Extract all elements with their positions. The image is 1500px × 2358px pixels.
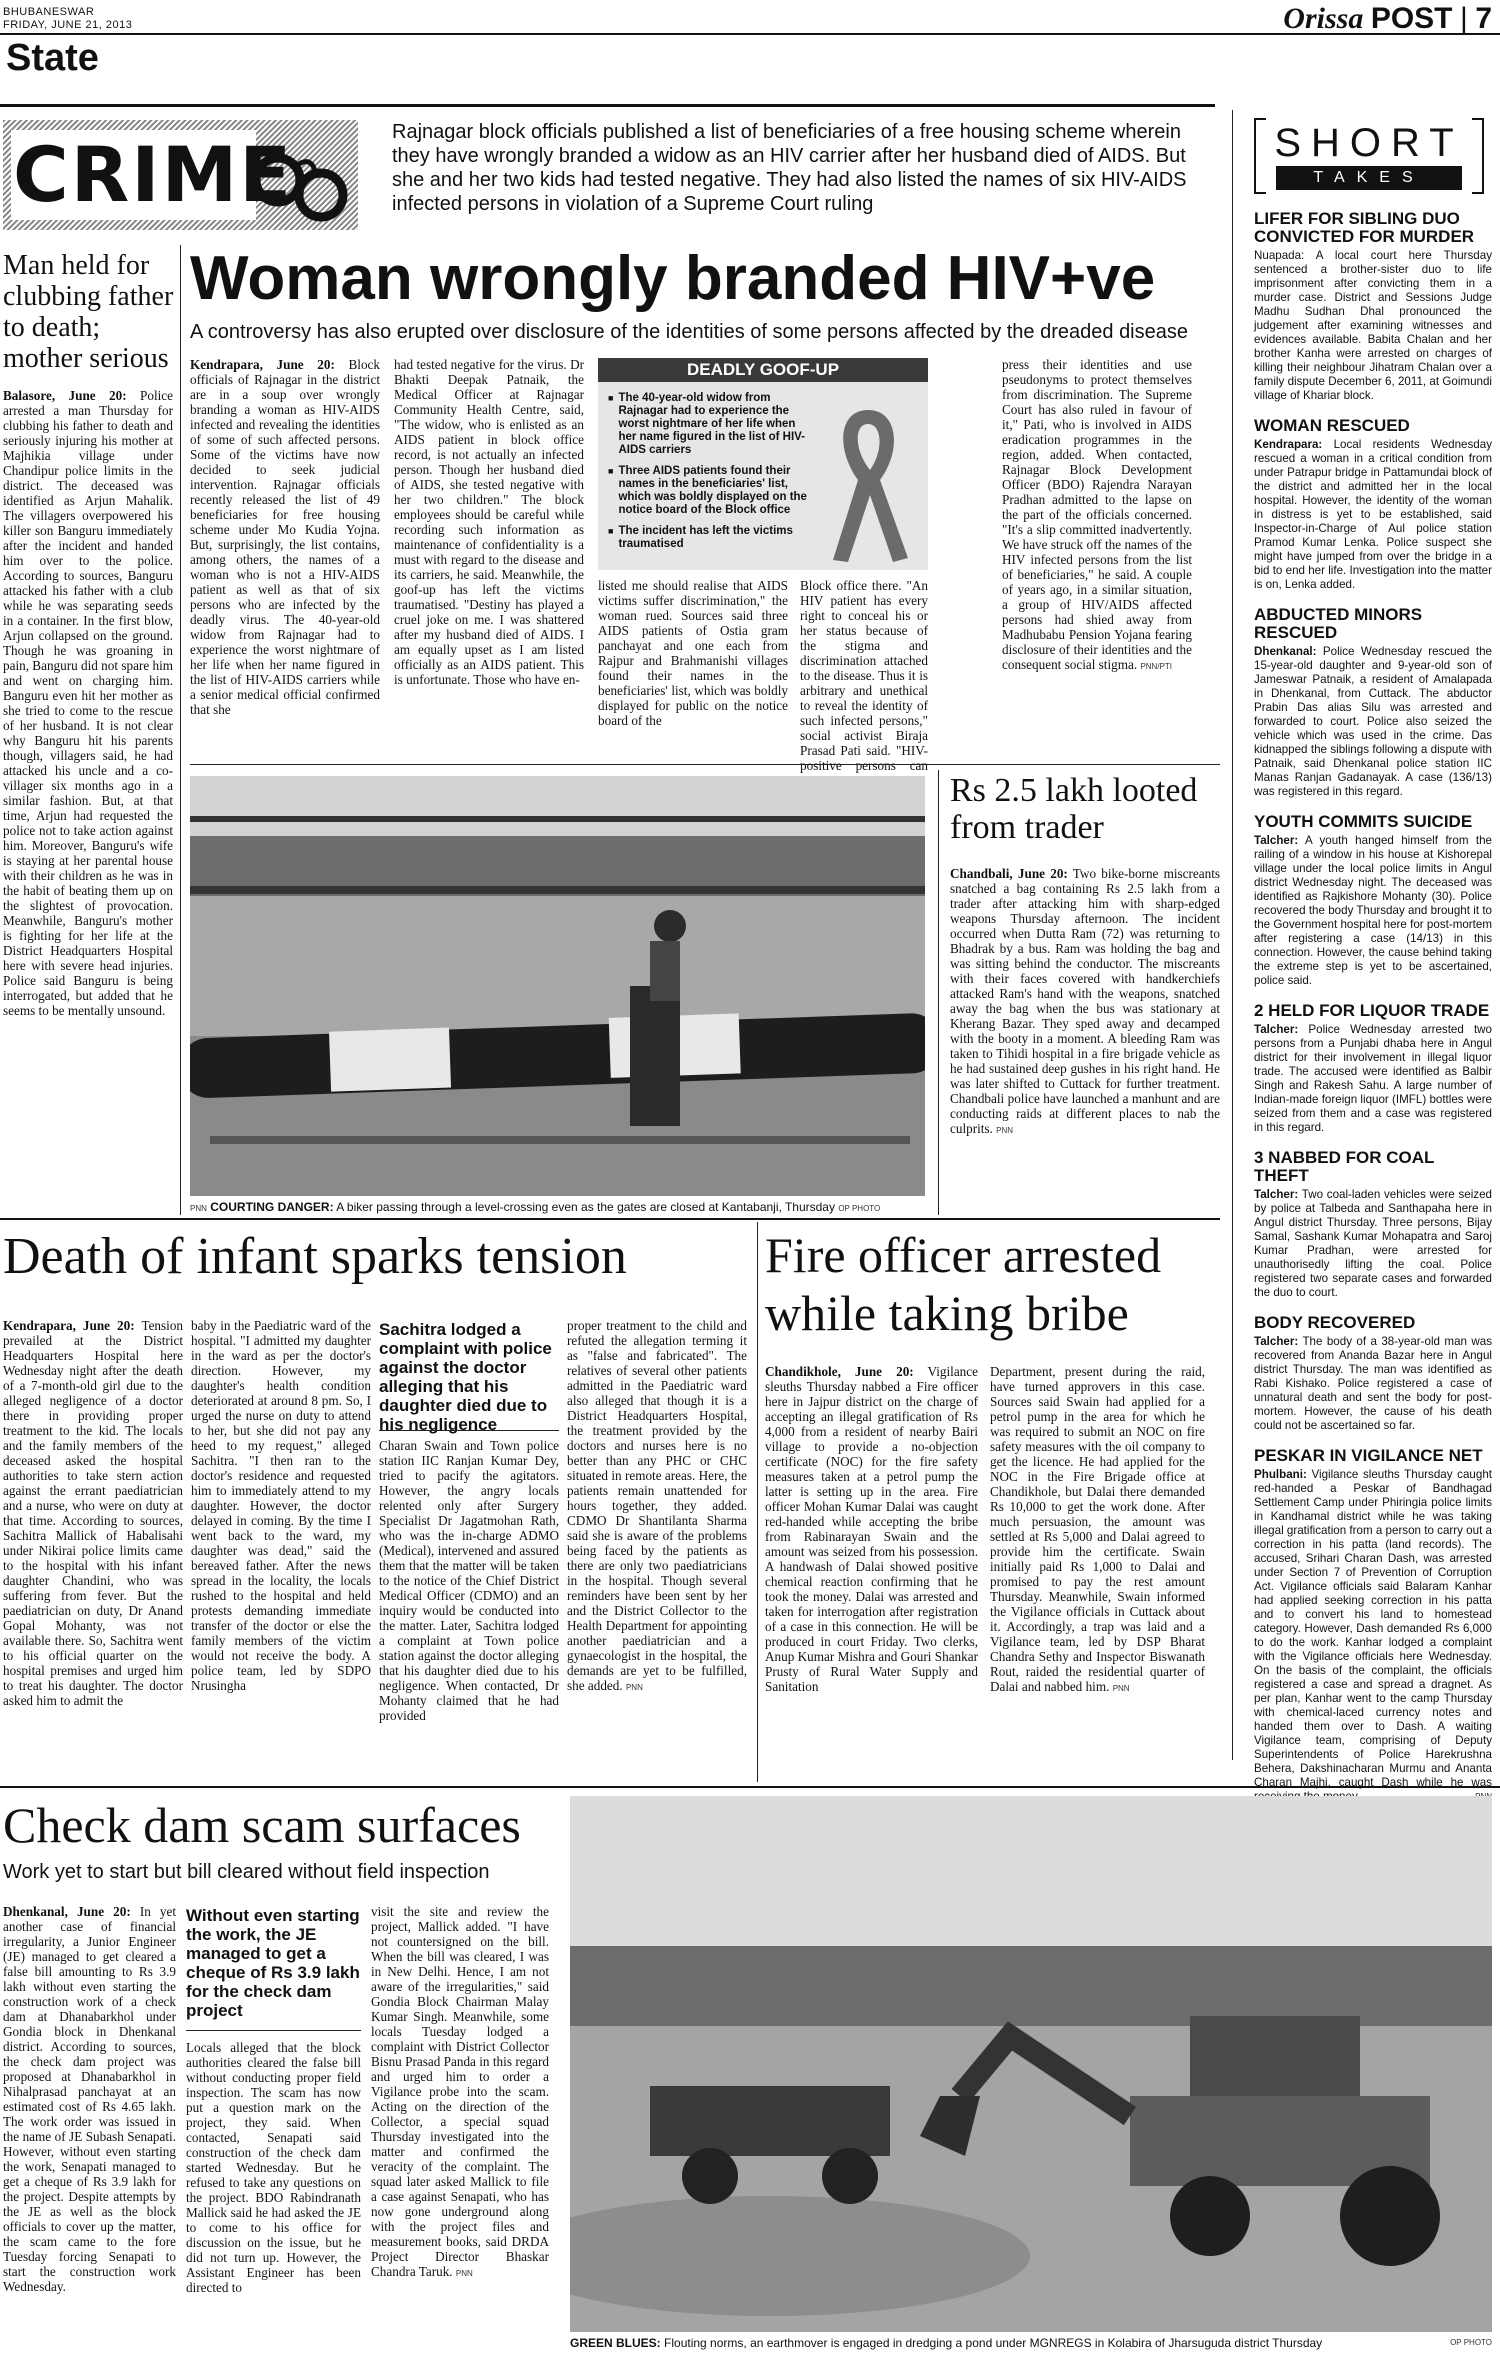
- short-take-body: [1254, 438, 1492, 592]
- short-take-dateline: Phulbani:: [1254, 1468, 1307, 1481]
- photo-earthmover: [570, 1796, 1492, 2332]
- dam-col-1: [3, 1904, 176, 2294]
- intro-blurb: Rajnagar block officials published a list of beneficiaries of a free housing scheme wherein they have wrongly branded a widow as an HIV carrier after her husband died of AIDS. But she and her two kids had tested negative. They had also listed the names of six HIV-AIDS infected persons in violation of a Supreme Court ruling: [392, 121, 1187, 215]
- bribe-col1-text: Vigilance sleuths Thursday nabbed a Fire officer here in Jajpur district on the charge of accepting an illegal gratification of Rs 4,000 from a resident of nearby Bairi village to provide a no-objection certificate (NOC) for the fire safety measures taken at a petrol pump the latter is setting up in the area. Fire officer Mohan Kumar Dalai was caught red-handed while accepting the bribe from Rabinarayan Swain and the amount was seized from his possession. A handwash of Dalai showed positive chemical reaction confirming that he took the money. Dalai was arrested and taken for interrogation after registration of a case in this connection. He will be produced in court Friday. Two clerks, Anup Kumar Mishra and Gouri Shankar Prusty of Rural Water Supply and Sanitation: [765, 1364, 978, 1694]
- short-take-dateline: Talcher:: [1254, 834, 1299, 847]
- dam-col3-text: visit the site and review the project, Mallick added. "I have not countersigned on the bill. When the bill was cleared, I was in New Delhi. Hence, I am not aware of the irregularities," said Gondia Block Chairman Malay Kumar Singh. Meanwhile, some locals Tuesday lodged a complaint with District Collector Bisnu Prasad Panda in this regard and urged him to order a Vigilance probe into the scam. Acting on the direction of the Collector, a special squad Thursday investigated into the matter and confirmed the veracity of the complaint. The squad later asked Mallick to file a case against Senapati, who has now gone underground along with the project files and measurement books, said DRDA Project Director Bhaskar Chandra Taruk.: [371, 1904, 549, 2279]
- infant-dateline: Kendrapara, June 20:: [3, 1318, 135, 1333]
- dam-credit: PNN: [455, 2269, 473, 2278]
- bullet-icon: ■: [608, 526, 614, 536]
- photo2-credit: OP PHOTO: [1450, 2338, 1492, 2347]
- left-story-dateline: Balasore, June 20:: [3, 388, 127, 403]
- left-story-text: Police arrested a man Thursday for clubbing his father to death and seriously injuring his mother at Majhikia village under Chandipur police limits in the district. The deceased was identified as Arjun Mahalik. The villagers overpowered his killer son Banguru immediately after the incident and handed him over to the police. According to sources, Banguru attacked his father with a club while he was separating seeds in a container. In the first blow, Arjun collapsed on the ground. Though he was groaning in pain, Banguru did not spare him and went on charging him. Banguru even hit her mother as she tried to come to the rescue of her husband. It is not clear why Banguru hit his parents though, villagers said, he had attacked his uncle and a co-villager six months ago in a similar fashion. But, at that time, Arjun had requested the police not to take action against him. Moreover, Banguru's wife is staying at her parental house with their children as he was in the habit of beating them up on the slightest of provocation. Meanwhile, Banguru's mother is fighting for her life at the District Headquarters Hospital here with severe head injuries. Police said Banguru is being interrogated, but added that he seems to be mentally unsound.: [3, 388, 173, 1018]
- short-takes-column: [1254, 210, 1492, 1804]
- infant-pullquote: Sachitra lodged a complaint with police against the doctor alleging that his daughter died due to his negligence: [379, 1320, 552, 1434]
- short-take-dateline: Dhenkanal:: [1254, 645, 1317, 658]
- short-take-title: WOMAN RESCUED: [1254, 416, 1410, 435]
- short-take-text: The body of a 38-year-old man was recovered from Ananda Bazar here in Angul district Thursday. The man was identified as Rabi Kishako. Police registered a case of unnatural death and sent the body for post-mortem. However, the cause of his death could not be ascertained so far.: [1254, 1335, 1492, 1432]
- short-take-body: [1254, 249, 1492, 403]
- dam-dateline: Dhenkanal, June 20:: [3, 1904, 131, 1919]
- short-take-dateline: Talcher:: [1254, 1335, 1299, 1348]
- photo2-caption-text: Flouting norms, an earthmover is engaged in dredging a pond under MGNREGS in Kolabira of Jharsuguda district Thursday: [664, 2336, 1323, 2350]
- left-story-headline: Man held for clubbing father to death; mother serious: [3, 250, 174, 374]
- loot-dateline: Chandbali, June 20:: [950, 866, 1068, 881]
- masthead-city: BHUBANESWAR: [3, 6, 95, 18]
- dam-deck: Work yet to start but bill cleared without field inspection: [3, 1861, 490, 1883]
- short-takes-logo: [1254, 118, 1484, 196]
- infant-pullquote-rule: [379, 1430, 559, 1431]
- goof-up-item-text: The 40-year-old widow from Rajnagar had to experience the worst nightmare of her life when her name figured in the list of HIV-AIDS carriers: [618, 392, 806, 456]
- dam-col1-text: In yet another case of financial irregularity, a Junior Engineer (JE) managed to get cleared a false bill amounting to Rs 3.9 lakh without even starting the construction work of a check dam at Dhanabarkhol under Gondia block in Dhenkanal district. According to sources, the check dam project was proposed at Dhanabarkhol in Nihalprasad panchayat at an estimated cost of Rs 4.65 lakh. The work order was issued in the name of JE Subash Senapati. However, without even starting the work, Senapati managed to get a cheque of Rs 3.9 lakh for the project. Despite attempts by the JE as well as the block officials to cover up the matter, the scam came to the fore Tuesday forcing Senapati to start the construction work Wednesday.: [3, 1904, 177, 2294]
- lead-col5-text: press their identities and use pseudonyms to protect themselves from discrimination. The Supreme Court has also ruled in favour of it," Pati, who is involved in AIDS eradication programmes in the region, added. When contacted, Rajnagar Block Development Officer (BDO) Rajendra Narayan Pradhan admitted to the lapse on the part of the officials concerned. "It's a slip committed inadvertently. We have struck off the names of the HIV infected persons from the list of beneficiaries," he said. A couple of years ago, in a similar situation, a group of HIV/AIDS affected persons had shied away from Madhubabu Pension Yojana fearing disclosure of their identities and the consequent social stigma.: [1002, 357, 1192, 672]
- lead-col1-text: Block officials of Rajnagar in the district are in a soup over wrongly branding a woman as HIV-AIDS infected and revealing the identities of some of such affected persons. Some of the victims have now decided to seek judicial intervention. Rajnagar officials recently released the list of 49 beneficiaries for free housing scheme under Mo Kudia Yojna. But, surprisingly, the list contains, among others, the names of a woman who is not a HIV-AIDS patient as well as that of six persons who are infected by the deadly virus. The 40-year-old widow from Rajnagar had to experience the worst nightmare of her life when her name figured in the list of HIV-AIDS carriers while a senior medical official confirmed that she: [190, 357, 381, 717]
- short-takes-top: SHORT: [1274, 121, 1464, 165]
- loot-col-rule: [938, 770, 939, 1215]
- short-take-body: [1254, 645, 1492, 799]
- loot-text: Two bike-borne miscreants snatched a bag containing Rs 2.5 lakh from a trader after attacking him with sharp-edged weapons Thursday afternoon. The incident occurred when Dutta Ram (72) was returning to Bhadrak by a bus. Ram was holding the bag and was sitting behind the conductor. The miscreants with their faces covered with handkerchiefs attacked Ram's hand with the weapons, snatched away the bag when the bus was stationary at Kherang Bazar. They sped away and decamped with the booty in a moment. A bleeding Ram was taken to Tihidi hospital in a fire brigade vehicle as he had sustained deep gushes in his right hand. He was later shifted to Cuttack for further treatment. Chandbali police have launched a manhunt and are conducting raids at different places to nab the culprits.: [950, 866, 1220, 1136]
- page-number: 7: [1475, 2, 1492, 35]
- lead-dateline: Kendrapara, June 20:: [190, 357, 335, 372]
- goof-up-item: [608, 392, 808, 457]
- lower-rule: [0, 1786, 1500, 1788]
- dam-pullquote: Without even starting the work, the JE managed to get a cheque of Rs 3.9 lakh for the check dam project: [186, 1906, 360, 2020]
- loot-body: [950, 866, 1220, 1138]
- paper-name-1: Orissa: [1283, 2, 1364, 35]
- dam-col-2: Locals alleged that the block authorities cleared the false bill without conducting proper field inspection. The scam has now put a question mark on the project, they said. When contacted, Senapati said construction of the check dam started Wednesday. But he refused to take any questions on the project. BDO Rabindranath Mallick said he had asked the JE to come to his office for discussion on the issue, but he did not turn up. However, the Assistant Engineer has been directed to: [186, 2040, 361, 2295]
- loot-credit: PNN: [996, 1126, 1014, 1135]
- short-take-dateline: Talcher:: [1254, 1023, 1299, 1036]
- short-take-text: Local residents Wednesday rescued a woman in a critical condition from under Patrapur bridge in Pattamundai block of the district and admitted her in the local hospital. However, the identity of the woman in distress is yet to be established, said Inspector-in-Charge of Aul police station Pramod Kumar Lenka. Police suspect she might have jumped from over the bridge in a bid to end her life. Investigation into the matter is on, Lenka added.: [1254, 438, 1492, 591]
- short-takes-bottom: TAKES: [1276, 166, 1462, 190]
- bribe-dateline: Chandikhole, June 20:: [765, 1364, 914, 1379]
- photo1-caption: [190, 1200, 925, 1216]
- short-takes-bracket-right: [1472, 118, 1484, 194]
- short-take-title: LIFER FOR SIBLING DUO CONVICTED FOR MURDER: [1254, 209, 1475, 246]
- infant-col-1: [3, 1318, 183, 1708]
- left-col-rule: [180, 245, 181, 1215]
- bribe-col2-text: Department, present during the raid, have turned approvers in this case. Sources said Swain had applied for a petrol pump in the area for which he was required to submit an NOC on fire safety measures with the oil company to get the licence. He had applied for the NOC in the Fire Brigade office at Chandikhole, but Dalai there demanded Rs 10,000 to get the work done. After much persuasion, the amount was settled at Rs 5,000 and Dalai agreed to provide him the certificate. Swain initially paid Rs 1,000 to Dalai and promised to pay the rest amount Thursday. Meanwhile, Swain informed the Vigilance officials in Cuttack about it. Accordingly, a trap was laid and a Vigilance team, led by DSP Bharat Chandra Sethy and Inspector Biswanath Rout, raided the residential quarter of Dalai and nabbed him.: [990, 1364, 1205, 1694]
- photo1-label: COURTING DANGER:: [210, 1200, 334, 1214]
- dam-headline: Check dam scam surfaces: [3, 1797, 521, 1853]
- short-take-title: YOUTH COMMITS SUICIDE: [1254, 812, 1473, 831]
- lead-col-4: Block office there. "An HIV patient has every right to conceal his or her status because of the stigma and discrimination attached to the disease. Thus it is arbitrary and unethical to reveal the identity of such infected persons," social activist Biraja Prasad Pati said. "HIV-positive persons can: [800, 578, 928, 773]
- photo1-caption-text: A biker passing through a level-crossing even as the gates are closed at Kantabanji, Thursday: [336, 1200, 835, 1214]
- short-take-body: [1254, 1188, 1492, 1300]
- lead-col-2: had tested negative for the virus. Dr Bhakti Deepak Patnaik, the Medical Officer at Rajnagar Community Health Centre, said, "The widow, who is enlisted as an AIDS patient in block office record, is not actually an infected person. Though her husband died of AIDS, she tested negative with her two children." The block employees should be careful while recording such information as maintenance of confidentiality is a must with regard to the disease and its carriers, he said. Meanwhile, the goof-up has left the victims traumatised. "Destiny has played a cruel joke on me. I was shattered after my husband died of AIDS. I am equally upset as I am listed officially as an AIDS patient. This is unfortunate. Those who have en-: [394, 357, 584, 687]
- lead-col-1: [190, 357, 380, 717]
- goof-up-item: [608, 465, 808, 517]
- bribe-col-rule: [757, 1222, 758, 1782]
- short-take-title: 2 HELD FOR LIQUOR TRADE: [1254, 1001, 1490, 1020]
- short-take-body: [1254, 1468, 1492, 1804]
- photo-earthmover-art: [570, 1796, 1492, 2332]
- infant-headline: Death of infant sparks tension: [3, 1228, 627, 1285]
- bullet-icon: ■: [608, 393, 614, 403]
- lead-bottom-rule: [190, 764, 1220, 765]
- photo2-caption: [570, 2336, 1492, 2350]
- bribe-headline: Fire officer arrested while taking bribe: [765, 1227, 1162, 1341]
- bribe-col-2: [990, 1364, 1205, 1696]
- sidebar-rule: [1232, 110, 1233, 1760]
- page-sep: |: [1460, 2, 1468, 35]
- short-take-title: ABDUCTED MINORS RESCUED: [1254, 605, 1423, 642]
- goof-up-item: [608, 525, 808, 551]
- lead-credit: PNN/PTI: [1140, 662, 1172, 671]
- dam-pullquote-rule: [186, 2030, 361, 2031]
- loot-headline: Rs 2.5 lakh looted from trader: [950, 772, 1198, 846]
- short-take-text: Police Wednesday rescued the 15-year-old daughter and 9-year-old son of Jameswar Patnaik, a resident of Amalapada in Dhenkanal, from Cuttack. The abductor Prabin Das alias Silu was arrested and forwarded to court. Police also seized the vehicle which was used in the crime. Das kidnapped the siblings following a dispute with Patnaik, said Dhenkanal police station IIC Manas Ranjan Gadanayak. A case (136/13) was registered in this regard.: [1254, 645, 1492, 798]
- lead-col-5: [1002, 357, 1192, 674]
- goof-up-item-text: The incident has left the victims traumatised: [618, 525, 793, 550]
- crime-logo: [3, 120, 358, 230]
- short-takes-bracket-left: [1254, 118, 1266, 194]
- bribe-credit: PNN: [1112, 1684, 1130, 1693]
- infant-col1-text: Tension prevailed at the District Headquarters Hospital here Wednesday night after the death of a 7-month-old girl due to the alleged negligence of a doctor there in providing proper treatment to the kid. The locals and the family members of the deceased asked the hospital authorities to take stern action against the errant paediatrician and a nurse, who were on duty at that time. According to sources, Sachitra Mallick of Habalisahi under Nikirai police limits came to the hospital with his infant daughter Chandini, who was suffering from fever. But the paediatrician on duty, Dr Anand Gopal Mohanty, was not available there. So, Sachitra went to his official quarter on the hospital premises and urged him to treat his daughter. The doctor asked him to admit the: [3, 1318, 184, 1708]
- short-take-text: Police Wednesday arrested two persons from a Punjabi dhaba here in Angul district for their involvement in illegal liquor trade. The accused were identified as Balbir Singh and Rakesh Sahu. A large number of Indian-made foreign liquor (IMFL) bottles were seized from them and a case was registered in this regard.: [1254, 1023, 1492, 1134]
- photo-level-crossing: [190, 776, 925, 1196]
- short-take-title: PESKAR IN VIGILANCE NET: [1254, 1446, 1483, 1465]
- short-take-text: Vigilance sleuths Thursday caught red-handed a Peskar of Bandhagad Settlement Camp under Phiringia police limits in Kandhamal district while he was taking illegal gratification from a person to carry out a correction in his patta (land records). The accused, Srihari Charan Dash, was arrested under Section 7 of Prevention of Corruption Act. Vigilance officials said Balaram Kanhar had applied seeking correction in his patta and to convert his land to homestead category. However, Dash demanded Rs 6,000 to do the work. Kanhar lodged a complaint with the Vigilance officials here Wednesday. On the basis of the complaint, the officials registered a case and spread a dragnet. As per plan, Kanhar went to the camp Thursday with chemical-laced currency notes and handed them over to Dash. A waiting Vigilance team, comprising of Deputy Superintendents of Police Harekrushna Behera, Dakshinacharan Murmu and Ananta Charan Majhi, caught Dash while he was: [1254, 1468, 1492, 1789]
- lead-col-3: listed me should realise that AIDS victims suffer discrimination," the woman rued. Sources said three AIDS patients of Ostia gram panchayat and one each from Rajpur and Brahmanishi villages found their names in the beneficiaries' list, which was boldly displayed for public on the notice board of the: [598, 578, 788, 728]
- short-take-title: BODY RECOVERED: [1254, 1313, 1416, 1332]
- crime-logo-text: CRIME: [13, 130, 294, 219]
- section-rule: [0, 104, 1215, 107]
- photo1-credit-right: OP PHOTO: [838, 1204, 881, 1213]
- goof-up-list: [608, 392, 808, 559]
- photo2-label: GREEN BLUES:: [570, 2336, 661, 2350]
- goof-up-item-text: Three AIDS patients found their names in the beneficiaries' list, which was boldly displayed on the notice board of the Block office: [618, 465, 807, 516]
- red-ribbon-icon: [818, 390, 918, 565]
- short-take-text: A youth hanged himself from the railing of a window in his house at Kishorepal village under the local police limits in Angul district Wednesday night. The deceased was identified as Rajkishore Mohanty (30). Police recovered the body Thursday and brought it to the Government hospital here for post-mortem after registering a case (14/13) in this connection. However, the cause behind taking the extreme step is yet to be ascertained, police said.: [1254, 834, 1492, 987]
- infant-col4-text: proper treatment to the child and refuted the allegation terming it as "false and fabricated". The relatives of several other patients admitted in the Paediatric ward also alleged that though it is a District Headquarters Hospital, the treatment provided by the doctors and nurses here is no better than any PHC or CHC situated in remote areas. Here, the patients remain unattended for hours together, they added. CDMO Dr Shantilanta Sharma said she is aware of the problems being faced by the patients as there are only two paediatricians in the hospital. Though several reminders have been sent by her and the District Collector to the Health Department for appointing another paediatrician and a gynaecologist in the hospital, the demands are yet to be fulfilled, she added.: [567, 1318, 747, 1693]
- paper-name-2: POST: [1370, 2, 1453, 35]
- goof-up-title: DEADLY GOOF-UP: [598, 358, 928, 382]
- lead-deck: A controversy has also erupted over disclosure of the identities of some persons affected by the dreaded disease: [190, 321, 1188, 343]
- masthead-rule: [0, 33, 1500, 35]
- short-take-body: [1254, 1335, 1492, 1433]
- short-take-dateline: Talcher:: [1254, 1188, 1299, 1201]
- short-take-dateline: Kendrapara:: [1254, 438, 1323, 451]
- infant-col-3: Charan Swain and Town police station IIC Ranjan Kumar Dey, tried to pacify the agitators. However, the angry locals relented only after Surgery Specialist Dr Jagatmohan Rath, who was the in-charge ADMO (Medical), intervened and assured them that the matter will be taken to the notice of the Chief District Medical Officer (CDMO) and an inquiry would be conducted into the matter. Later, Sachitra lodged a complaint at Town police station against the doctor alleging that his daughter died due to his negligence. When contacted, Dr Mohanty claimed that he had provided: [379, 1438, 559, 1723]
- short-take-text: Nuapada: A local court here Thursday sentenced a brother-sister duo to life imprisonment after convicting them in a murder case. District and Sessions Judge Madhu Sudhan Dhal pronounced the judgement after examining witnesses and evidences available. Babita Chalan and her brother Kanha were arrested on charges of killing their neighbour Jihatram Chalan over a family dispute December 6, 2011, at Goimundi village of Khariar block.: [1254, 249, 1492, 402]
- bribe-col-1: [765, 1364, 978, 1694]
- masthead-paper: [1283, 2, 1492, 36]
- masthead-date: FRIDAY, JUNE 21, 2013: [3, 19, 133, 31]
- short-take-body: [1254, 834, 1492, 988]
- section-title: State: [6, 37, 99, 79]
- left-story-body: [3, 388, 173, 1018]
- short-take-title: 3 NABBED FOR COAL THEFT: [1254, 1148, 1435, 1185]
- infant-credit: PNN: [625, 1683, 643, 1692]
- bullet-icon: ■: [608, 466, 614, 476]
- short-take-body: [1254, 1023, 1492, 1135]
- short-take-text: Two coal-laden vehicles were seized by police at Talbeda and Santhapaha here in Angul district Thursday. Three persons, Bijay Samal, Sashank Kumar Mohapatra and Saroj Kumar Pradhan, were arrested for unauthorisedly lifting the coal. Police registered two separate cases and forwarded the duo to court.: [1254, 1188, 1493, 1299]
- lead-headline: Woman wrongly branded HIV+ve: [190, 244, 1156, 313]
- infant-col-4: [567, 1318, 747, 1695]
- dam-col-3: [371, 1904, 549, 2281]
- goof-up-box: [598, 358, 928, 570]
- infant-col-2: baby in the Paediatric ward of the hospital. "I admitted my daughter in the ward as per the doctor's direction. However, my daughter's health condition deteriorated at around 8 pm. So, I urged the nurse on duty to attend to her, but she did not pay any heed to my request," alleged Sachitra. "I then ran to the doctor's residence and requested him to immediately attend to my daughter. However, the doctor delayed in coming. By the time I went back to the ward, my daughter was dead," said the bereaved father. After the news spread in the locality, the locals rushed to the hospital and held protests demanding immediate transfer of the doctor or else the family members of the victim would not receive the body. A police team, led by SDPO Nrusingha: [191, 1318, 371, 1693]
- photo-level-crossing-art: [190, 776, 925, 1196]
- mid-rule: [0, 1218, 1220, 1220]
- photo1-credit-left: PNN: [190, 1204, 207, 1213]
